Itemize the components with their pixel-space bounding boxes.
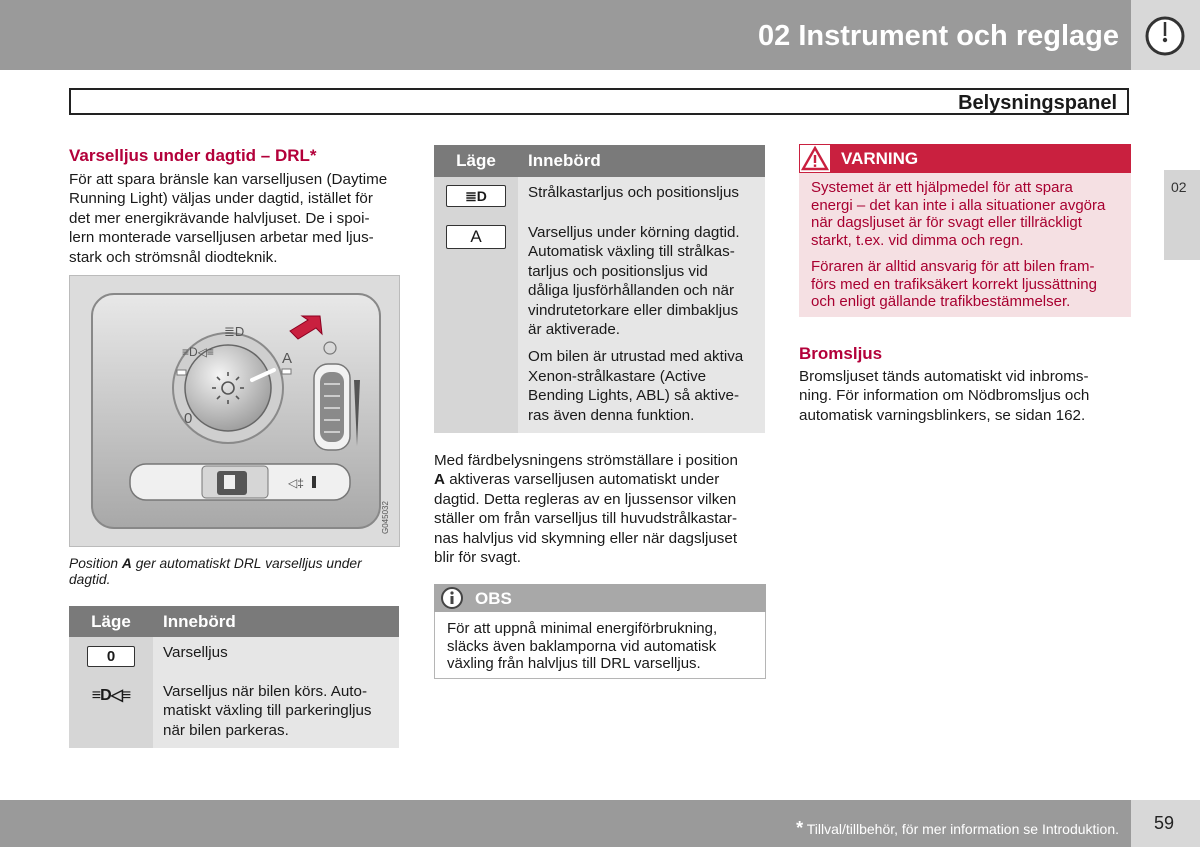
footer-asterisk: *	[796, 818, 804, 838]
table-header-meaning: Innebörd	[518, 145, 765, 177]
section-title: Belysningspanel	[958, 92, 1117, 114]
middle-table	[434, 145, 765, 433]
table-cell-line: ras även denna funktion.	[528, 406, 695, 424]
table-cell-line: matiskt växling till parkeringljus	[163, 702, 372, 720]
figure-code: G045032	[381, 501, 390, 534]
caption-text: ger automatiskt DRL varselljus under	[131, 556, 362, 571]
table-cell-text	[518, 177, 765, 215]
warning-line: förs med en trafiksäkert korrekt ljussättning	[811, 275, 1097, 293]
light-switch-figure	[69, 275, 400, 547]
table-cell-symbol	[434, 177, 518, 215]
obs-line: släcks även baklamporna vid automatisk	[447, 637, 717, 655]
table-cell-line: Varselljus när bilen körs. Auto-	[163, 683, 367, 700]
text-line: Running Light) väljas under dagtid, istället för	[69, 190, 373, 208]
caption-text: dagtid.	[69, 572, 111, 587]
fuel-icon	[224, 475, 235, 489]
warning-line: när dagsljuset är för svagt eller tillräckligt	[811, 214, 1082, 231]
brake-light-heading: Bromsljus	[799, 344, 883, 363]
warning-header	[799, 144, 1131, 173]
text-line: stark och strömsnål diodteknik.	[69, 248, 278, 266]
caption-bold: A	[121, 556, 132, 571]
text-line: ning. För information om Nödbromsljus och	[799, 387, 1090, 405]
position-0-label: 0	[184, 410, 193, 427]
warning-triangle-icon	[800, 145, 830, 172]
drl-symbol-label: ≡D◁≡	[182, 345, 214, 359]
table-cell-line: Strålkastarljus och positionsljus	[528, 184, 740, 201]
gauge-icon	[1131, 0, 1200, 70]
header-bar	[0, 0, 1131, 70]
table-cell-line: Bending Lights, ABL) så aktive-	[528, 387, 740, 405]
position-a-symbol: A	[446, 225, 506, 249]
table-cell-symbol	[69, 637, 153, 676]
text-line: För att spara bränsle kan varselljusen (Daytime	[69, 171, 388, 188]
chapter-title: 02 Instrument och reglage	[758, 20, 1119, 52]
headlight-icon: ≣D	[446, 185, 506, 207]
figure-caption	[69, 556, 404, 588]
footer-note	[796, 818, 1119, 839]
obs-line: För att uppnå minimal energiförbrukning,	[447, 620, 718, 637]
table-cell-line: Om bilen är utrustad med aktiva	[528, 348, 744, 366]
warning-title: VARNING	[841, 149, 919, 168]
table-cell-line: dåliga ljusförhållanden och när	[528, 282, 735, 300]
table-cell-line: Xenon-strålkastare (Active	[528, 367, 707, 385]
brake-light-paragraph	[799, 367, 1139, 425]
text-line: automatisk varningsblinkers, se sidan 162.	[799, 406, 1086, 424]
left-table	[69, 606, 399, 748]
table-cell-line: Automatisk växling till strålkas-	[528, 243, 735, 261]
drl-section	[69, 146, 404, 267]
table-cell-text	[153, 676, 399, 748]
table-row	[69, 637, 399, 676]
drl-paragraph	[69, 170, 404, 267]
light-switch-illustration	[70, 276, 401, 548]
table-cell-text	[153, 637, 399, 676]
text-line: lern monterade varselljusen arbetar med ljus-	[69, 229, 374, 247]
brake-light-section	[799, 344, 1139, 425]
fog-light-label: ◁‡	[288, 476, 304, 490]
table-cell-text	[518, 215, 765, 433]
table-row	[69, 676, 399, 748]
table-cell-symbol	[434, 215, 518, 433]
parking-drl-lights-icon: ≡D◁≡	[69, 676, 153, 748]
chapter-side-tab-label: 02	[1171, 179, 1187, 195]
table-cell-line: Varselljus under körning dagtid.	[528, 224, 740, 241]
table-row	[434, 215, 765, 433]
table-cell-line: är aktiverade.	[528, 321, 621, 339]
text-bold: A	[434, 471, 445, 489]
table-cell-line: tarljus och positionsljus vid	[528, 262, 708, 280]
text-line: ställer om från varselljus till huvudstrålkastar-	[434, 510, 738, 528]
caption-text: Position	[69, 556, 122, 571]
warning-line: och enligt gällande trafikbestämmelser.	[811, 293, 1071, 310]
obs-title: OBS	[475, 589, 512, 608]
section-title-box	[69, 88, 1129, 115]
obs-body	[434, 612, 766, 679]
table-cell-line: vindrutetorkare eller dimbakljus	[528, 301, 739, 319]
warning-line: starkt, t.ex. vid dimma och regn.	[811, 231, 1024, 249]
text-line: dagtid. Detta regleras av en ljussensor vilken	[434, 490, 737, 508]
table-header-meaning: Innebörd	[153, 606, 399, 637]
warning-line: energi – det kan inte i alla situationer avgöra	[811, 196, 1106, 214]
headlight-symbol-label: ≣D	[224, 324, 245, 339]
gauge-tab	[1131, 0, 1200, 70]
text-line: blir för svagt.	[434, 549, 521, 567]
obs-header	[434, 584, 766, 612]
position-0-symbol: 0	[87, 646, 135, 667]
drl-heading: Varselljus under dagtid – DRL*	[69, 146, 317, 165]
text-line: det mer energikrävande halvljuset. De i spoi-	[69, 209, 370, 227]
table-cell-line: när bilen parkeras.	[163, 721, 289, 739]
footer-bar	[0, 800, 1131, 847]
switch-paragraph	[434, 451, 774, 567]
text-line: Med färdbelysningens strömställare i position	[434, 452, 738, 469]
table-cell-line: Varselljus	[163, 644, 228, 661]
warning-body	[799, 173, 1131, 317]
footer-note-text: Tillval/tillbehör, för mer information se Introduktion.	[803, 821, 1119, 837]
warning-line: Föraren är alltid ansvarig för att bilen fram-	[811, 258, 1095, 275]
table-header-mode: Läge	[434, 145, 518, 177]
warning-line: Systemet är ett hjälpmedel för att spara	[811, 179, 1073, 196]
page-number: 59	[1154, 813, 1175, 833]
text-line: nas halvljus vid skymning eller när dagsljuset	[434, 529, 738, 547]
text-line: Bromsljuset tänds automatiskt vid inbroms-	[799, 368, 1089, 385]
chapter-side-tab[interactable]	[1164, 170, 1200, 260]
table-row	[434, 177, 765, 215]
position-a-label: A	[282, 350, 293, 367]
page-number-box	[1131, 800, 1200, 847]
obs-line: växling från halvljus till DRL varselljus.	[447, 655, 701, 672]
info-icon	[440, 587, 464, 609]
text-line: aktiveras varselljusen automatiskt under	[444, 471, 720, 489]
table-header-mode: Läge	[69, 606, 153, 637]
